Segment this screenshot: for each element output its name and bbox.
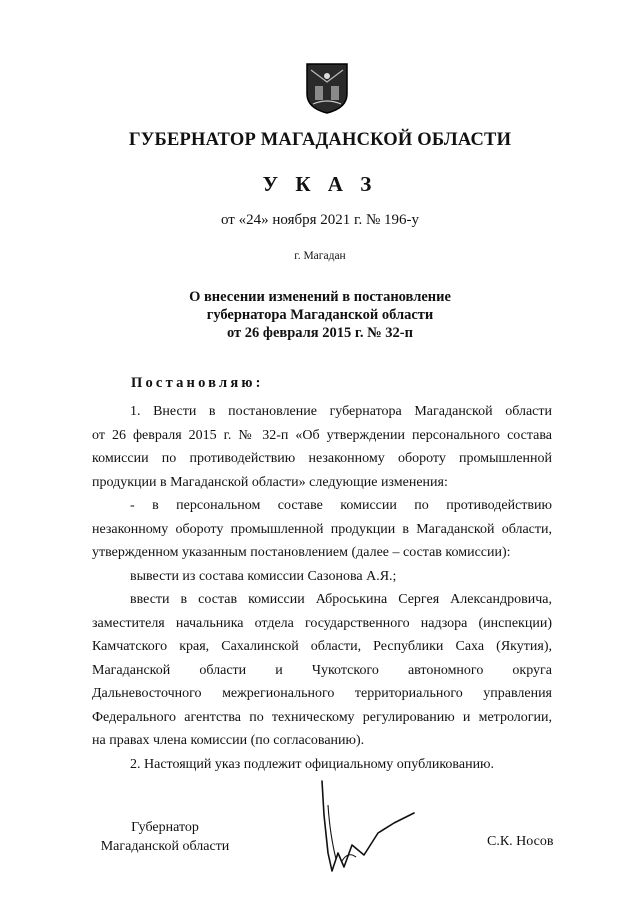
body-line: комиссии по противодействию незаконному обороту промышленной (92, 451, 552, 466)
body-line: 2. Настоящий указ подлежит официальному опубликованию. (130, 756, 495, 772)
document-place: г. Магадан (294, 250, 346, 262)
body-line: заместителя начальника отдела государственного надзора (инспекции) (92, 615, 552, 631)
body-line: ввести в состав комиссии Аброськина Сергея Александровича, (130, 592, 552, 607)
signatory-name: С.К. Носов (487, 834, 554, 849)
document-title (0, 288, 640, 342)
document-body (92, 400, 552, 776)
handwritten-signature (318, 775, 418, 875)
signatory-title-line: Магаданской области (100, 839, 230, 854)
document-number-date: от «24» ноября 2021 г. № 196-у (220, 212, 420, 228)
title-line: О внесении изменений в постановление (189, 289, 451, 305)
body-line: - в персональном составе комиссии по противодействию (130, 498, 552, 513)
body-line: незаконному обороту промышленной продукции в Магаданской области, (92, 521, 552, 537)
document-type: У К А З (262, 172, 378, 196)
body-line: Федерального агентства по техническому регулированию и метрологии, (92, 709, 552, 725)
signatory-title-line: Губернатор (131, 820, 199, 835)
decree-word: Постановляю: (131, 375, 264, 391)
body-line: от 26 февраля 2015 г. № 32-п «Об утверждении персонального состава (92, 427, 552, 443)
title-line: от 26 февраля 2015 г. № 32-п (227, 325, 413, 341)
signatory-title (92, 818, 238, 856)
title-line: губернатора Магаданской области (206, 307, 434, 323)
body-line: вывести из состава комиссии Сазонова А.Я.; (130, 568, 397, 584)
body-line: Магаданской области и Чукотского автономного округа (92, 662, 552, 678)
body-line: утвержденном указанным постановлением (далее – состав комиссии): (92, 545, 511, 560)
coat-of-arms-icon (305, 62, 349, 114)
authority-heading: ГУБЕРНАТОР МАГАДАНСКОЙ ОБЛАСТИ (128, 130, 512, 150)
body-line: на правах члена комиссии (по согласованию). (92, 733, 365, 748)
body-line: Камчатского края, Сахалинской области, Республики Саха (Якутия), (92, 639, 552, 654)
body-line: продукции в Магаданской области» следующие изменения: (92, 474, 448, 490)
body-line: Дальневосточного межрегионального территориального управления (92, 686, 552, 701)
body-line: 1. Внести в постановление губернатора Магаданской области (130, 404, 552, 419)
